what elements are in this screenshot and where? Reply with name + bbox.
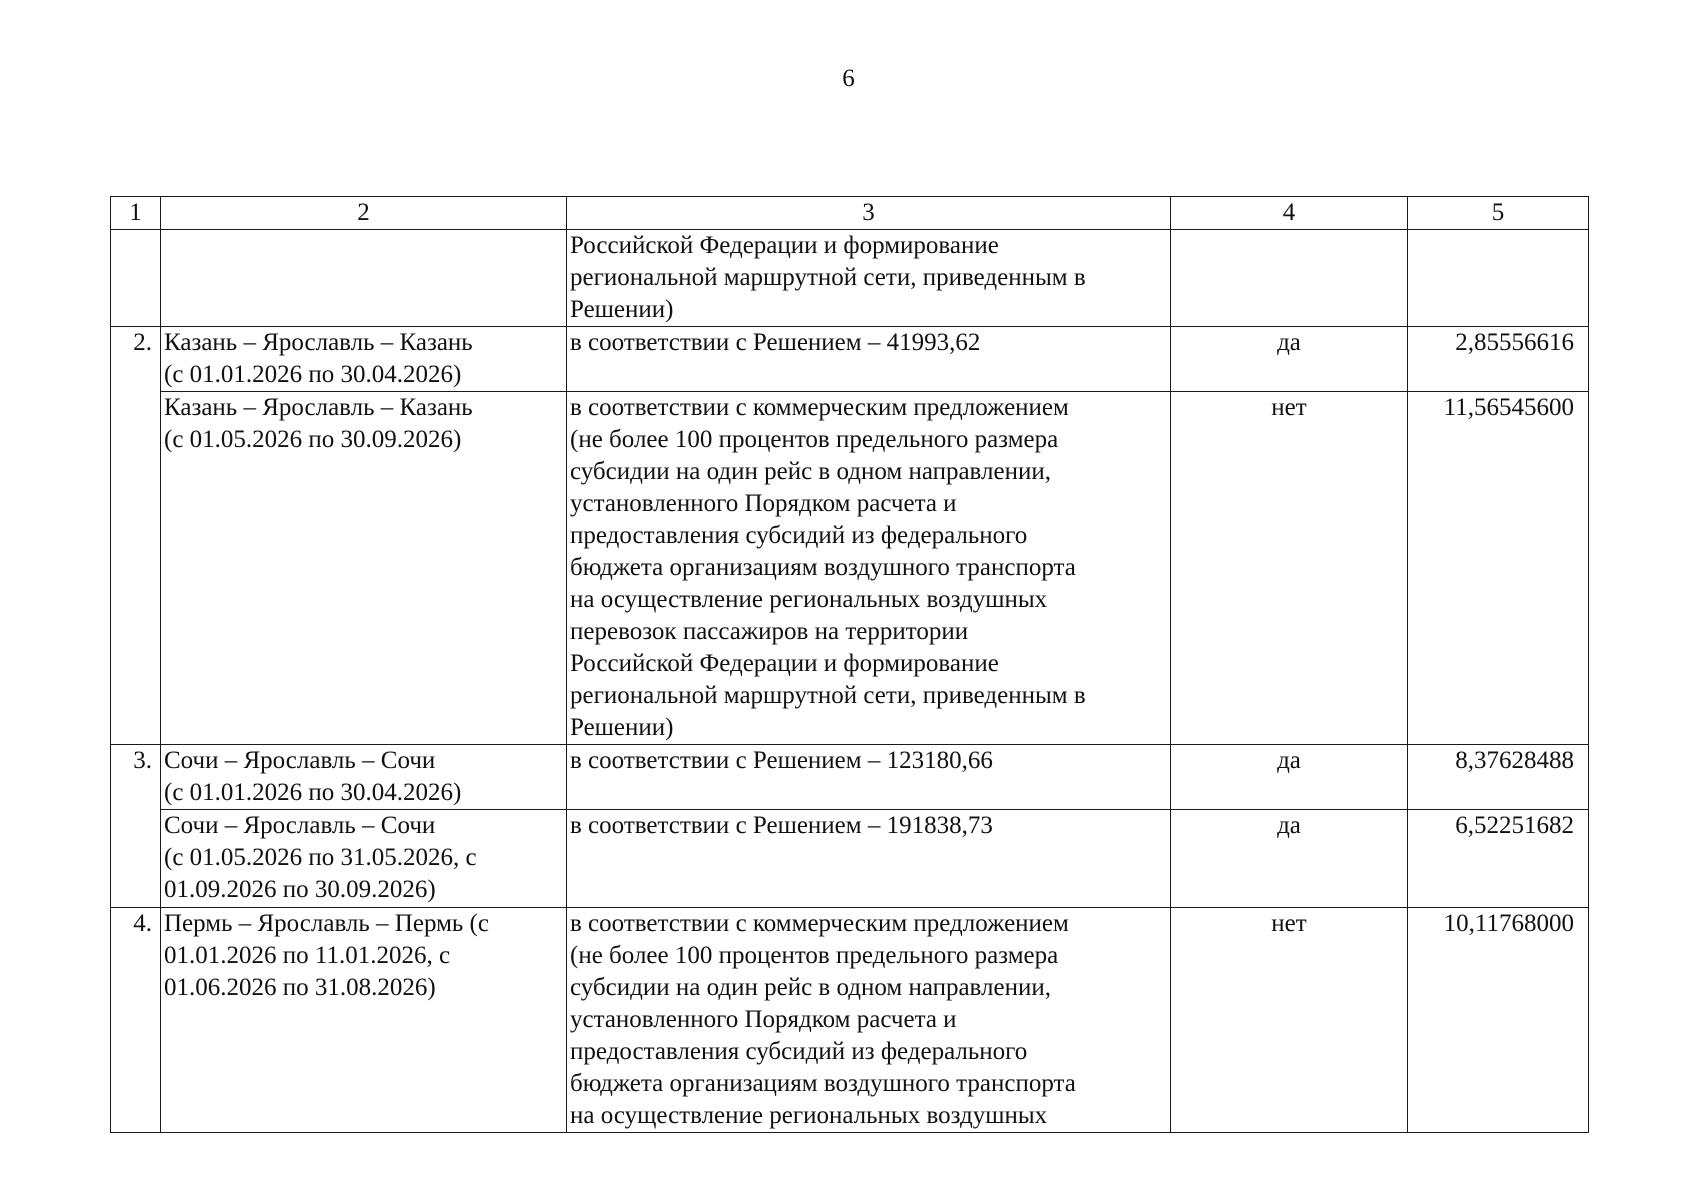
basis-line: в соответствии с коммерческим предложением <box>570 394 1069 421</box>
row-number: 4. <box>111 908 161 1133</box>
basis-line: бюджета организациям воздушного транспорта <box>570 1070 1076 1097</box>
cell-flag <box>1171 230 1408 327</box>
route-line: Сочи – Ярославль – Сочи <box>164 812 436 839</box>
table-row <box>111 908 1589 1133</box>
row-number: 2. <box>111 327 161 392</box>
table-header-row <box>111 197 1589 230</box>
cell-flag: да <box>1171 810 1408 908</box>
cell-route <box>161 327 567 392</box>
row-number: 3. <box>111 745 161 810</box>
basis-line: субсидии на один рейс в одном направлении, <box>570 458 1051 485</box>
basis-line: субсидии на один рейс в одном направлении, <box>570 974 1051 1001</box>
basis-line: установленного Порядком расчета и <box>570 490 957 517</box>
cell-route <box>161 745 567 810</box>
route-line: Казань – Ярославль – Казань <box>164 329 473 356</box>
cell-flag: нет <box>1171 392 1408 745</box>
cell-value <box>1408 230 1589 327</box>
cell-value: 11,56545600 <box>1408 392 1589 745</box>
column-header-1: 1 <box>111 197 161 230</box>
cell-flag: да <box>1171 745 1408 810</box>
route-line: Пермь – Ярославль – Пермь (с <box>164 910 489 937</box>
basis-line: на осуществление региональных воздушных <box>570 586 1048 613</box>
basis-line: на осуществление региональных воздушных <box>570 1102 1048 1129</box>
basis-line: Решении) <box>570 296 674 323</box>
basis-line: в соответствии с Решением – 41993,62 <box>570 329 981 356</box>
table-row <box>111 327 1589 392</box>
route-line: 01.09.2026 по 30.09.2026) <box>164 876 436 903</box>
basis-line: региональной маршрутной сети, приведенным в <box>570 682 1086 709</box>
basis-line: региональной маршрутной сети, приведенным в <box>570 264 1086 291</box>
route-line: 01.06.2026 по 31.08.2026) <box>164 974 436 1001</box>
page-number: 6 <box>842 65 855 92</box>
row-number <box>111 810 161 908</box>
basis-line: предоставления субсидий из федерального <box>570 1038 1028 1065</box>
basis-line: в соответствии с Решением – 123180,66 <box>570 747 993 774</box>
cell-route <box>161 392 567 745</box>
basis-line: Российской Федерации и формирование <box>570 650 999 677</box>
table-row <box>111 745 1589 810</box>
cell-route <box>161 810 567 908</box>
column-header-4: 4 <box>1171 197 1408 230</box>
basis-line: (не более 100 процентов предельного размера <box>570 426 1059 453</box>
cell-basis <box>567 392 1171 745</box>
route-line: Казань – Ярославль – Казань <box>164 394 473 421</box>
cell-basis <box>567 327 1171 392</box>
cell-basis <box>567 908 1171 1133</box>
cell-value: 6,52251682 <box>1408 810 1589 908</box>
basis-line: предоставления субсидий из федерального <box>570 522 1028 549</box>
basis-line: бюджета организациям воздушного транспорта <box>570 554 1076 581</box>
column-header-3: 3 <box>567 197 1171 230</box>
route-line: (с 01.01.2026 по 30.04.2026) <box>164 361 462 388</box>
route-line: (с 01.05.2026 по 30.09.2026) <box>164 426 462 453</box>
table-row <box>111 810 1589 908</box>
basis-line: (не более 100 процентов предельного размера <box>570 942 1059 969</box>
basis-line: в соответствии с коммерческим предложением <box>570 910 1069 937</box>
basis-line: установленного Порядком расчета и <box>570 1006 957 1033</box>
route-line: Сочи – Ярославль – Сочи <box>164 747 436 774</box>
cell-flag: нет <box>1171 908 1408 1133</box>
table-row <box>111 392 1589 745</box>
table-row-continuation <box>111 230 1589 327</box>
cell-value: 8,37628488 <box>1408 745 1589 810</box>
cell-basis <box>567 810 1171 908</box>
basis-line: перевозок пассажиров на территории <box>570 618 969 645</box>
row-number <box>111 392 161 745</box>
route-line: (с 01.01.2026 по 30.04.2026) <box>164 779 462 806</box>
basis-line: Российской Федерации и формирование <box>570 232 999 259</box>
cell-route <box>161 230 567 327</box>
basis-line: Решении) <box>570 714 674 741</box>
cell-num <box>111 230 161 327</box>
cell-value: 10,11768000 <box>1408 908 1589 1133</box>
subsidy-table <box>110 196 1589 1133</box>
column-header-5: 5 <box>1408 197 1589 230</box>
basis-line: в соответствии с Решением – 191838,73 <box>570 812 993 839</box>
cell-value: 2,85556616 <box>1408 327 1589 392</box>
cell-route <box>161 908 567 1133</box>
cell-flag: да <box>1171 327 1408 392</box>
route-line: (с 01.05.2026 по 31.05.2026, с <box>164 844 477 871</box>
route-line: 01.01.2026 по 11.01.2026, с <box>164 942 451 969</box>
column-header-2: 2 <box>161 197 567 230</box>
cell-basis <box>567 230 1171 327</box>
cell-basis <box>567 745 1171 810</box>
